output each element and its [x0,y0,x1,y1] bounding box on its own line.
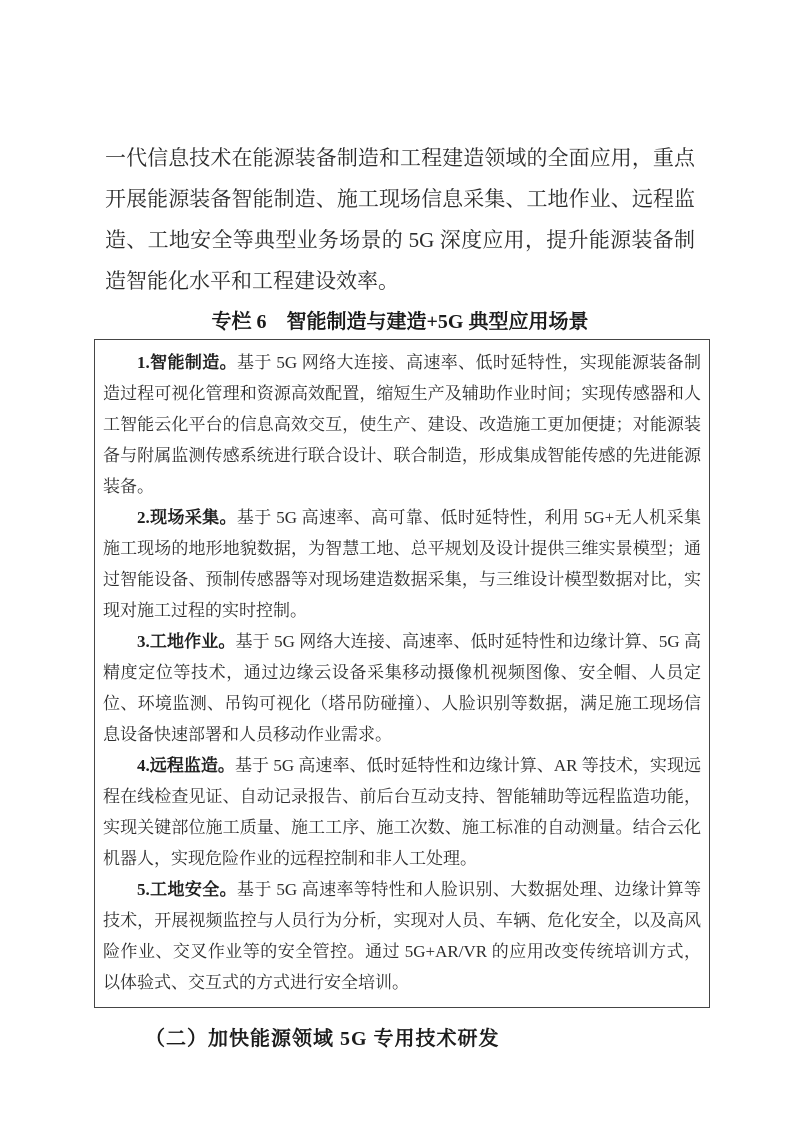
box-item-text: 基于 5G 高速率等特性和人脸识别、大数据处理、边缘计算等技术，开展视频监控与人员行为分析，实现对人员、车辆、危化安全，以及高风险作业、交叉作业等的安全管控。通过 5G+AR/VR 的应用改变传统培训方式，以体验式、交互式的方式进行安全培训。 [103,880,702,992]
box-item-smart-manufacturing [103,347,701,502]
box-item-label: 3.工地作业。 [137,632,236,651]
box-item-remote-supervision [103,750,701,874]
box-item-label: 1.智能制造。 [137,353,237,372]
box-item-label: 4.远程监造。 [137,756,235,775]
section-heading: （二）加快能源领域 5G 专用技术研发 [145,1028,500,1050]
box-title: 专栏 6 智能制造与建造+5G 典型应用场景 [211,311,589,333]
box-item-text: 基于 5G 高速率、低时延特性和边缘计算、AR 等技术，实现远程在线检查见证、自动记录报告、前后台互动支持、智能辅助等远程监造功能，实现关键部位施工质量、施工工序、施工次数、施工标准的自动测量。结合云化机器人，实现危险作业的远程控制和非人工处理。 [103,756,701,868]
intro-paragraph: 一代信息技术在能源装备制造和工程建造领域的全面应用，重点开展能源装备智能制造、施工现场信息采集、工地作业、远程监造、工地安全等典型业务场景的 5G 深度应用，提升能源装备制造智能化水平和工程建设效率。 [105,146,695,293]
box-item-text: 基于 5G 网络大连接、高速率、低时延特性，实现能源装备制造过程可视化管理和资源高效配置，缩短生产及辅助作业时间；实现传感器和人工智能云化平台的信息高效交互，使生产、建设、改造施工更加便捷；对能源装备与附属监测传感系统进行联合设计、联合制造，形成集成智能传感的先进能源装备。 [103,353,702,496]
feature-box [94,339,710,1008]
box-item-site-operations [103,626,701,750]
box-item-site-collection [103,502,701,626]
box-item-text: 基于 5G 网络大连接、高速率、低时延特性和边缘计算、5G 高精度定位等技术，通过边缘云设备采集移动摄像机视频图像、安全帽、人员定位、环境监测、吊钩可视化（塔吊防碰撞）、人脸识别等数据，满足施工现场信息设备快速部署和人员移动作业需求。 [103,632,702,744]
box-item-site-safety [103,874,701,998]
box-item-label: 5.工地安全。 [137,880,237,899]
box-item-text: 基于 5G 高速率、高可靠、低时延特性，利用 5G+无人机采集施工现场的地形地貌数据，为智慧工地、总平规划及设计提供三维实景模型；通过智能设备、预制传感器等对现场建造数据采集，与三维设计模型数据对比，实现对施工过程的实时控制。 [103,508,702,620]
box-item-label: 2.现场采集。 [137,508,237,527]
